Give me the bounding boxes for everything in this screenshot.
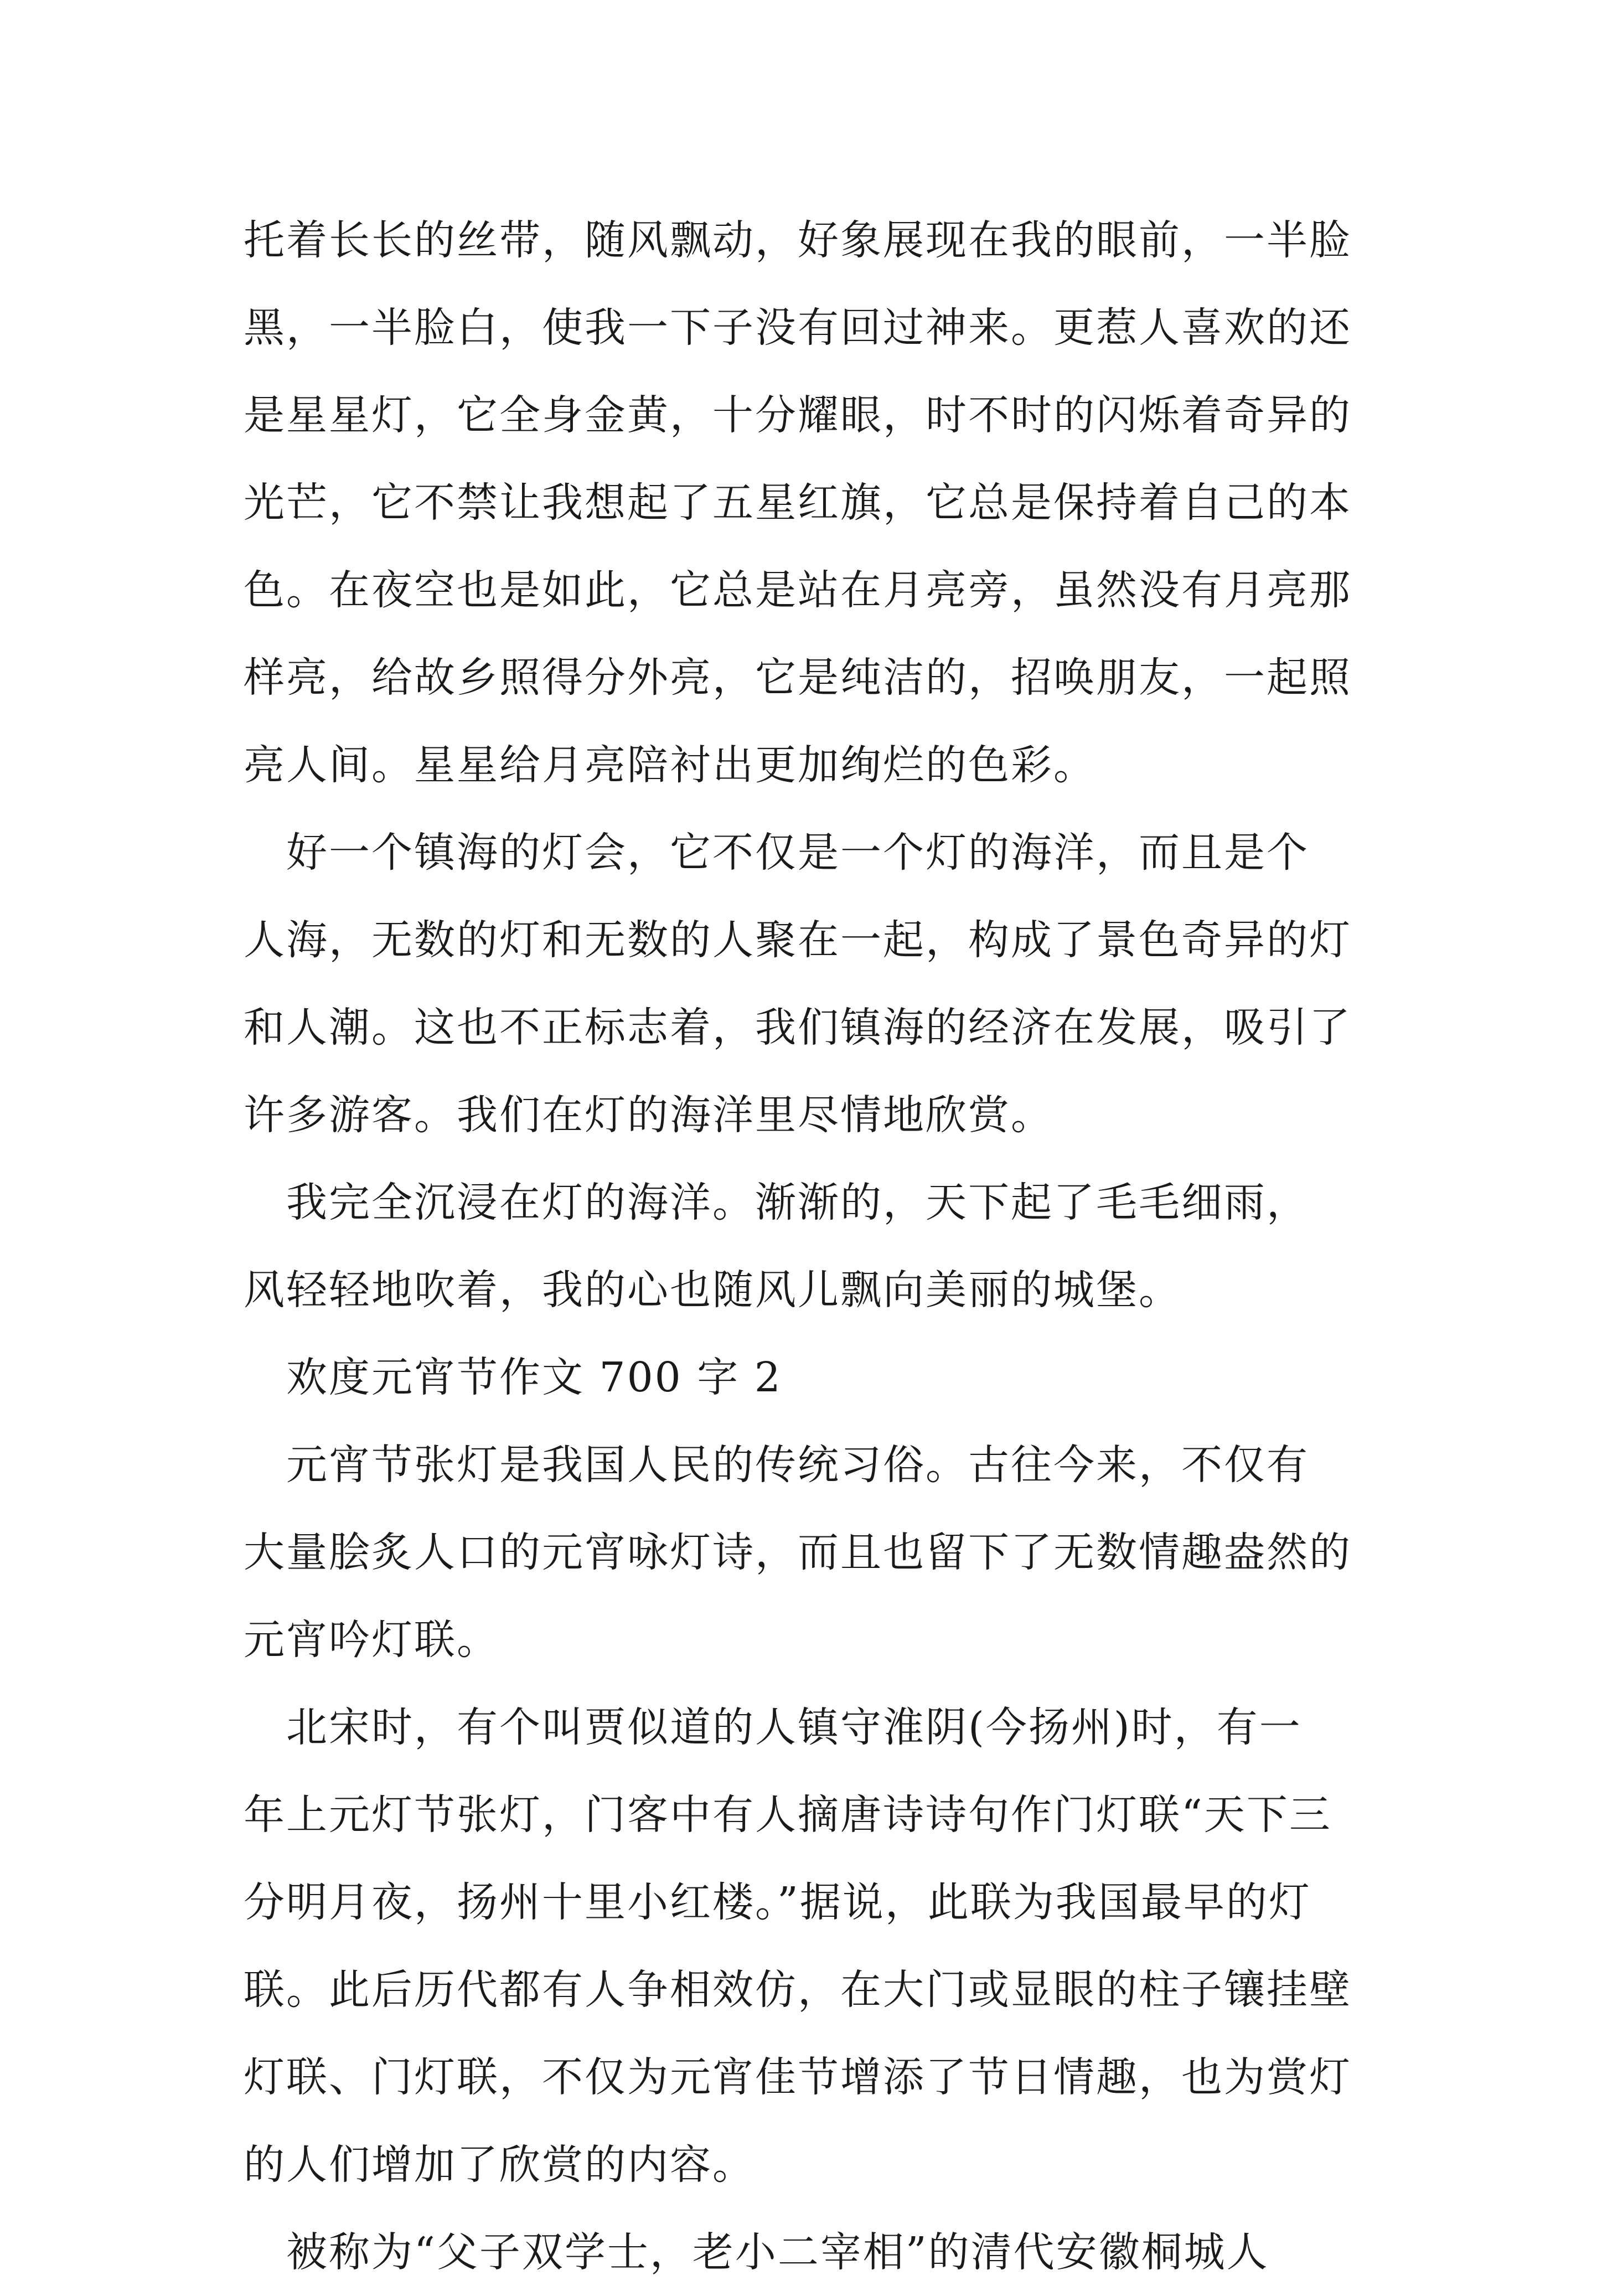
paragraph xyxy=(244,809,1367,1159)
text-line: 是星星灯，它全身金黄，十分耀眼，时不时的闪烁着奇异的 xyxy=(244,391,1352,439)
paragraph xyxy=(244,1421,1367,1684)
text-line: 风轻轻地吹着，我的心也随风儿飘向美丽的城堡。 xyxy=(244,1266,1181,1314)
text-line: 人海，无数的灯和无数的人聚在一起，构成了景色奇异的灯 xyxy=(244,916,1352,964)
text-line: 光芒，它不禁让我想起了五星红旗，它总是保持着自己的本 xyxy=(244,479,1352,527)
text-line: 元宵节张灯是我国人民的传统习俗。古往今来，不仅有 xyxy=(244,1441,1309,1489)
text-line: 许多游客。我们在灯的海洋里尽情地欣赏。 xyxy=(244,1091,1053,1139)
paragraph xyxy=(244,2209,1367,2296)
paragraph xyxy=(244,197,1367,809)
paragraph xyxy=(244,1159,1367,1334)
text-line: 灯联、门灯联，不仅为元宵佳节增添了节日情趣，也为赏灯 xyxy=(244,2053,1352,2101)
text-line: 分明月夜，扬州十里小红楼。”据说，此联为我国最早的灯 xyxy=(244,1879,1311,1926)
text-line: 好一个镇海的灯会，它不仅是一个灯的海洋，而且是个 xyxy=(244,829,1309,876)
text-line: 欢度元宵节作文 700 字 2 xyxy=(244,1354,782,1401)
text-line: 的人们增加了欣赏的内容。 xyxy=(244,2141,755,2189)
text-line: 托着长长的丝带，随风飘动，好象展现在我的眼前，一半脸 xyxy=(244,216,1352,264)
text-line: 亮人间。星星给月亮陪衬出更加绚烂的色彩。 xyxy=(244,741,1096,789)
paragraph xyxy=(244,1684,1367,2209)
text-line: 元宵吟灯联。 xyxy=(244,1616,499,1664)
text-line: 北宋时，有个叫贾似道的人镇守淮阴(今扬州)时，有一 xyxy=(244,1704,1302,1751)
text-line: 联。此后历代都有人争相效仿，在大门或显眼的柱子镶挂壁 xyxy=(244,1966,1352,2014)
text-line: 和人潮。这也不正标志着，我们镇海的经济在发展，吸引了 xyxy=(244,1004,1352,1051)
text-line: 被称为“父子双学士，老小二宰相”的清代安徽桐城人 xyxy=(244,2228,1269,2276)
text-line: 我完全沉浸在灯的海洋。渐渐的，天下起了毛毛细雨， xyxy=(244,1179,1309,1226)
text-line: 年上元灯节张灯，门客中有人摘唐诗诗句作门灯联“天下三 xyxy=(244,1791,1332,1839)
text-line: 样亮，给故乡照得分外亮，它是纯洁的，招唤朋友，一起照 xyxy=(244,654,1352,701)
document-body xyxy=(244,197,1367,2296)
text-line: 大量脍炙人口的元宵咏灯诗，而且也留下了无数情趣盎然的 xyxy=(244,1529,1352,1576)
section-heading xyxy=(244,1334,1367,1421)
text-line: 色。在夜空也是如此，它总是站在月亮旁，虽然没有月亮那 xyxy=(244,566,1352,614)
text-line: 黑，一半脸白，使我一下子没有回过神来。更惹人喜欢的还 xyxy=(244,304,1352,352)
